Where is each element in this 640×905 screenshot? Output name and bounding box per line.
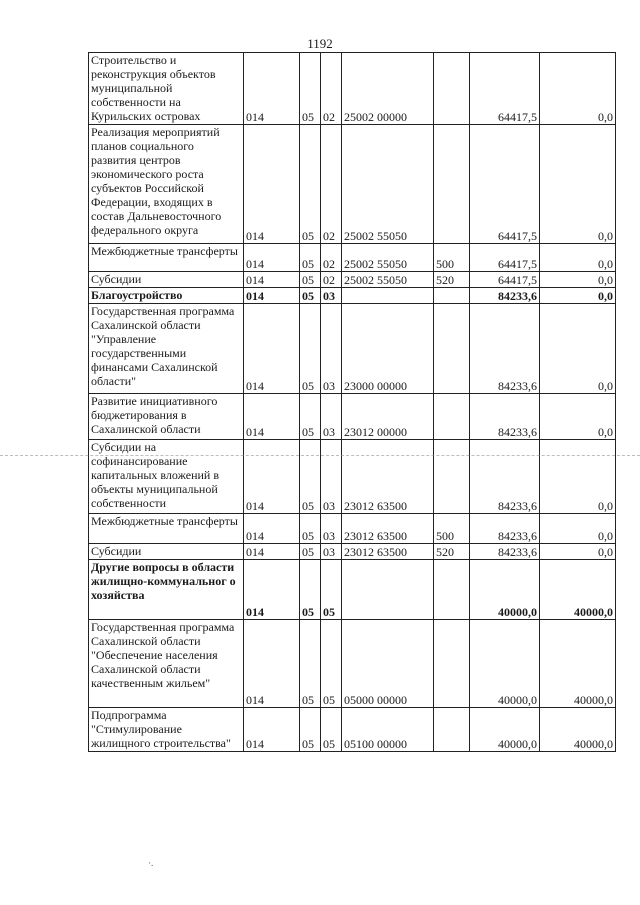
expense-type-code: [434, 125, 470, 244]
target-article-code: 25002 55050: [342, 244, 434, 272]
table-row: [89, 53, 616, 125]
section-code: 05: [300, 514, 321, 544]
subsection-code: 05: [321, 620, 342, 708]
target-article-code: 25002 55050: [342, 272, 434, 288]
expense-type-code: 500: [434, 514, 470, 544]
row-name: Строительство и реконструкция объектов муниципальной собственности на Курильских островах: [89, 53, 244, 125]
amount-next-year: 0,0: [540, 244, 616, 272]
ministry-code: 014: [244, 272, 300, 288]
row-name: Другие вопросы в области жилищно-коммунальног о хозяйства: [89, 560, 244, 620]
amount-current-year: 64417,5: [470, 244, 540, 272]
amount-current-year: 84233,6: [470, 440, 540, 514]
expense-type-code: 520: [434, 272, 470, 288]
expense-type-code: [434, 440, 470, 514]
row-name: Государственная программа Сахалинской области "Обеспечение населения Сахалинской области качественным жильем": [89, 620, 244, 708]
table-row: [89, 272, 616, 288]
subsection-code: 03: [321, 304, 342, 394]
subsection-code: 02: [321, 244, 342, 272]
subsection-code: 02: [321, 272, 342, 288]
section-code: 05: [300, 440, 321, 514]
table-row: [89, 560, 616, 620]
row-name: Развитие инициативного бюджетирования в Сахалинской области: [89, 394, 244, 440]
target-article-code: [342, 288, 434, 304]
amount-current-year: 64417,5: [470, 125, 540, 244]
amount-current-year: 40000,0: [470, 620, 540, 708]
section-code: 05: [300, 53, 321, 125]
expense-type-code: [434, 560, 470, 620]
amount-next-year: 0,0: [540, 394, 616, 440]
ministry-code: 014: [244, 514, 300, 544]
section-code: 05: [300, 708, 321, 752]
table-row: [89, 440, 616, 514]
ministry-code: 014: [244, 560, 300, 620]
subsection-code: 03: [321, 544, 342, 560]
amount-next-year: 40000,0: [540, 620, 616, 708]
section-code: 05: [300, 620, 321, 708]
row-name: Подпрограмма "Стимулирование жилищного строительства": [89, 708, 244, 752]
page-number: 1192: [307, 36, 333, 51]
amount-next-year: 40000,0: [540, 708, 616, 752]
section-code: 05: [300, 125, 321, 244]
subsection-code: 02: [321, 53, 342, 125]
expense-type-code: [434, 53, 470, 125]
row-name: Межбюджетные трансферты: [89, 244, 244, 272]
expense-type-code: [434, 394, 470, 440]
subsection-code: 05: [321, 708, 342, 752]
target-article-code: 25002 00000: [342, 53, 434, 125]
row-name: Реализация мероприятий планов социального развития центров экономического роста субъектов Российской Федерации, входящих в состав Дальневосточного федерального округа: [89, 125, 244, 244]
ministry-code: 014: [244, 288, 300, 304]
amount-next-year: 0,0: [540, 440, 616, 514]
expense-type-code: 520: [434, 544, 470, 560]
table-row: [89, 514, 616, 544]
target-article-code: 23012 63500: [342, 514, 434, 544]
amount-next-year: 0,0: [540, 272, 616, 288]
section-code: 05: [300, 304, 321, 394]
expense-type-code: [434, 304, 470, 394]
table-row: [89, 244, 616, 272]
amount-next-year: 0,0: [540, 514, 616, 544]
section-code: 05: [300, 272, 321, 288]
row-name: Субсидии: [89, 544, 244, 560]
target-article-code: 23012 63500: [342, 440, 434, 514]
table-row: [89, 288, 616, 304]
target-article-code: 25002 55050: [342, 125, 434, 244]
scan-artifact-line: [0, 455, 640, 456]
target-article-code: 05000 00000: [342, 620, 434, 708]
ministry-code: 014: [244, 244, 300, 272]
amount-current-year: 84233,6: [470, 514, 540, 544]
ministry-code: 014: [244, 440, 300, 514]
subsection-code: 03: [321, 514, 342, 544]
row-name: Субсидии на софинансирование капитальных вложений в объекты муниципальной собственности: [89, 440, 244, 514]
section-code: 05: [300, 544, 321, 560]
scan-speck: ·.: [148, 858, 154, 868]
section-code: 05: [300, 394, 321, 440]
subsection-code: 03: [321, 288, 342, 304]
target-article-code: [342, 560, 434, 620]
budget-table: [88, 52, 616, 752]
section-code: 05: [300, 244, 321, 272]
table-row: [89, 125, 616, 244]
expense-type-code: 500: [434, 244, 470, 272]
row-name: Субсидии: [89, 272, 244, 288]
amount-current-year: 84233,6: [470, 544, 540, 560]
table-row: [89, 620, 616, 708]
amount-current-year: 84233,6: [470, 394, 540, 440]
subsection-code: 03: [321, 394, 342, 440]
table-row: [89, 394, 616, 440]
amount-current-year: 84233,6: [470, 288, 540, 304]
amount-current-year: 40000,0: [470, 560, 540, 620]
table-row: [89, 304, 616, 394]
subsection-code: 03: [321, 440, 342, 514]
budget-table-body: [89, 53, 616, 752]
ministry-code: 014: [244, 125, 300, 244]
ministry-code: 014: [244, 394, 300, 440]
ministry-code: 014: [244, 708, 300, 752]
amount-next-year: 0,0: [540, 544, 616, 560]
row-name: Межбюджетные трансферты: [89, 514, 244, 544]
row-name: Государственная программа Сахалинской области "Управление государственными финансами Сахалинской области": [89, 304, 244, 394]
subsection-code: 05: [321, 560, 342, 620]
row-name: Благоустройство: [89, 288, 244, 304]
target-article-code: 05100 00000: [342, 708, 434, 752]
target-article-code: 23012 63500: [342, 544, 434, 560]
amount-current-year: 84233,6: [470, 304, 540, 394]
amount-next-year: 40000,0: [540, 560, 616, 620]
amount-next-year: 0,0: [540, 125, 616, 244]
ministry-code: 014: [244, 620, 300, 708]
table-row: [89, 544, 616, 560]
subsection-code: 02: [321, 125, 342, 244]
section-code: 05: [300, 560, 321, 620]
table-row: [89, 708, 616, 752]
ministry-code: 014: [244, 544, 300, 560]
expense-type-code: [434, 708, 470, 752]
expense-type-code: [434, 288, 470, 304]
ministry-code: 014: [244, 53, 300, 125]
target-article-code: 23000 00000: [342, 304, 434, 394]
expense-type-code: [434, 620, 470, 708]
amount-next-year: 0,0: [540, 304, 616, 394]
amount-current-year: 40000,0: [470, 708, 540, 752]
amount-current-year: 64417,5: [470, 53, 540, 125]
amount-current-year: 64417,5: [470, 272, 540, 288]
amount-next-year: 0,0: [540, 288, 616, 304]
ministry-code: 014: [244, 304, 300, 394]
amount-next-year: 0,0: [540, 53, 616, 125]
section-code: 05: [300, 288, 321, 304]
target-article-code: 23012 00000: [342, 394, 434, 440]
